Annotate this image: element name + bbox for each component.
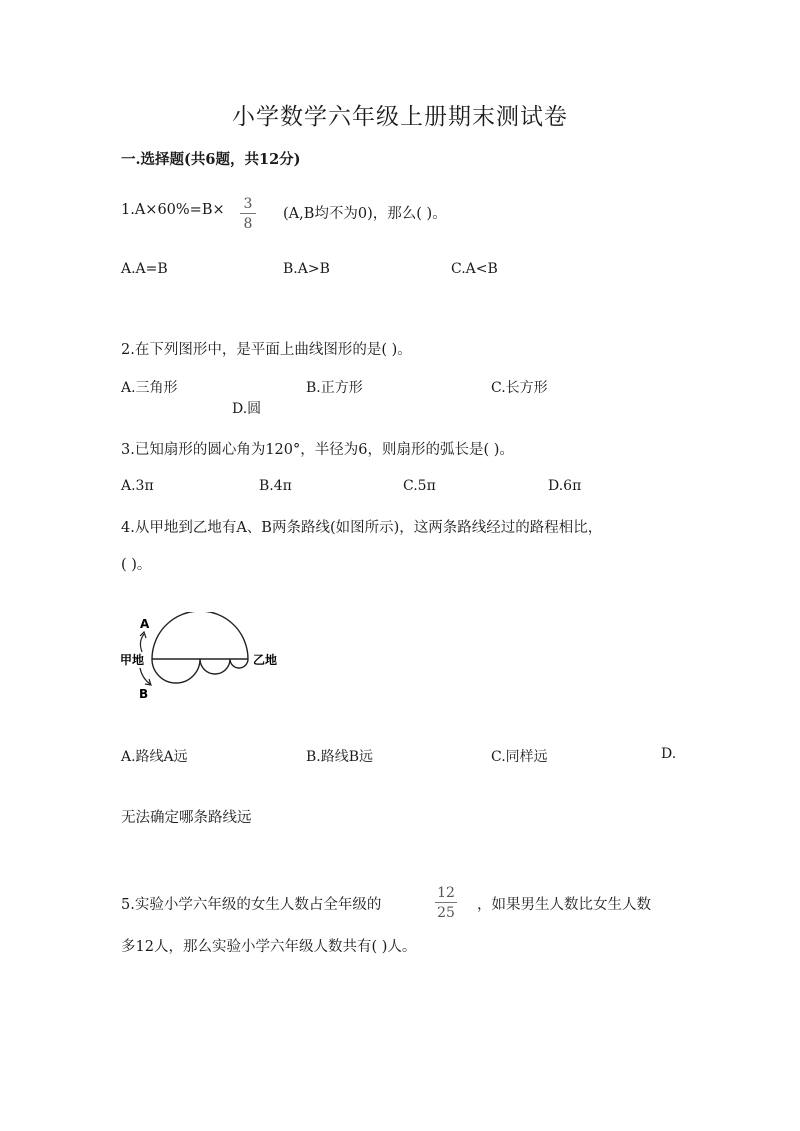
route-diagram-svg [116, 612, 296, 707]
question-4-line-1: 4.从甲地到乙地有A、B两条路线(如图所示)，这两条路线经过的路程相比， [121, 520, 603, 536]
question-4-option-c: C.同样远 [491, 749, 548, 765]
route-b-arc-3 [230, 659, 248, 668]
question-3-option-a: A.3π [121, 478, 154, 494]
route-b-label: B [139, 687, 149, 701]
question-1-option-b: B.A>B [283, 261, 330, 277]
question-2-text: 2.在下列图形中，是平面上曲线图形的是( )。 [121, 342, 412, 358]
arrow-a [140, 634, 144, 652]
question-1-prefix: 1.A×60%=B× [121, 202, 225, 218]
fraction-denominator: 25 [437, 905, 455, 921]
question-5-suffix: ，如果男生人数比女生人数 [477, 897, 651, 913]
route-b-arc-2 [200, 659, 230, 674]
question-2-option-d: D.圆 [232, 401, 262, 417]
fraction-denominator: 8 [243, 216, 253, 232]
question-4-option-a: A.路线A远 [121, 749, 188, 765]
question-5-line-2: 多12人，那么实验小学六年级人数共有( )人。 [121, 939, 417, 955]
question-1-option-c: C.A<B [451, 261, 498, 277]
question-3-option-d: D.6π [548, 478, 582, 494]
question-5-fraction [435, 886, 457, 920]
question-3-option-b: B.4π [259, 478, 292, 494]
route-a-arc [152, 612, 248, 659]
page-title: 小学数学六年级上册期末测试卷 [232, 104, 568, 130]
question-1-option-a: A.A=B [121, 261, 168, 277]
question-4-option-d-continued: 无法确定哪条路线远 [121, 810, 252, 826]
question-4-option-b: B.路线B远 [306, 749, 374, 765]
question-2-option-b: B.正方形 [306, 380, 363, 396]
question-1-fraction [240, 197, 256, 231]
question-2-option-c: C.长方形 [491, 380, 548, 396]
question-5-prefix: 5.实验小学六年级的女生人数占全年级的 [121, 897, 382, 913]
question-2-option-a: A.三角形 [121, 380, 178, 396]
start-label: 甲地 [120, 653, 145, 667]
route-b-arc-1 [152, 659, 200, 683]
question-4-line-2: ( )。 [121, 557, 152, 573]
route-diagram [116, 612, 296, 711]
fraction-numerator: 3 [243, 196, 253, 212]
end-label: 乙地 [253, 653, 278, 667]
fraction-numerator: 12 [437, 885, 455, 901]
question-4-option-d: D. [661, 746, 677, 762]
question-3-option-c: C.5π [403, 478, 436, 494]
arrow-b [140, 668, 150, 684]
question-3-text: 3.已知扇形的圆心角为120°，半径为6，则扇形的弧长是( )。 [121, 442, 514, 458]
question-1-suffix: (A,B均不为0)，那么( )。 [283, 206, 447, 222]
route-a-label: A [140, 617, 150, 631]
section-heading: 一.选择题(共6题，共12分) [121, 151, 301, 168]
